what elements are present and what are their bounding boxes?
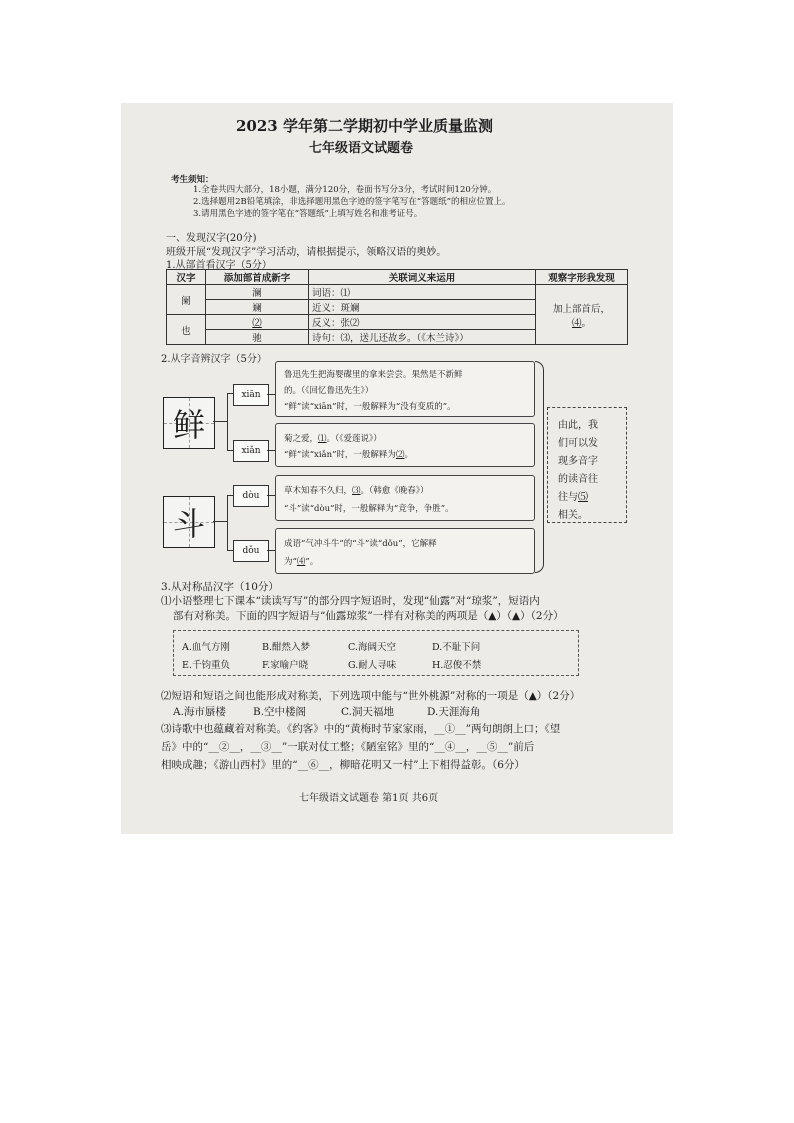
example-box-xian2 (275, 423, 535, 467)
observe-text: 加上部首后， (552, 303, 610, 315)
table-header: 添加部首成新字 (206, 270, 309, 285)
blank: ⑷ (296, 557, 306, 567)
option: F.家喻户晓 (262, 660, 309, 671)
box-text: 。 (404, 450, 413, 460)
instruction-item: 1.全卷共四大部分，18小题，满分120分，卷面书写分3分，考试时间120分钟。 (193, 185, 497, 195)
table-row (167, 285, 628, 300)
summary-text: 相关。 (558, 510, 588, 521)
q3-p3-line: 岳》中的“__②__，__③__”一联对仗工整；《陋室铭》里的“__④__，__⑤__”前后 (161, 741, 535, 753)
table-cell: 斓 (206, 300, 309, 315)
instructions-label: 考生须知： (171, 175, 214, 185)
option: E.千钧重负 (182, 660, 230, 671)
instruction-item: 2.选择题用2B铅笔填涂，非选择题用黑色字迹的签字笔写在“答题纸”的相应位置上。 (193, 197, 511, 207)
example-box-dou1 (275, 475, 535, 521)
table-header: 汉字 (167, 270, 206, 285)
summary-text: 们可以发 (558, 438, 598, 449)
section1-intro: 班级开展“发现汉字”学习活动，请根据提示，领略汉语的奥妙。 (166, 247, 447, 258)
p2-option: D.天涯海角 (427, 706, 481, 718)
p2-option: B.空中楼阁 (253, 706, 307, 718)
box-text: “斗”读“dòu”时，一般解释为“竞争，争胜”。 (284, 504, 454, 514)
observe-cell (536, 285, 628, 345)
box-text: 菊之爱， (284, 434, 319, 444)
options-box (173, 630, 579, 676)
q3-p1-line: 部有对称美。下面的四字短语与“仙露琼浆”一样有对称美的两项是（▲）（▲）（2分） (173, 610, 564, 622)
p2-option: C.洞天福地 (341, 706, 394, 718)
q3-p2: ⑵短语和短语之间也能形成对称美，下列选项中能与“世外桃源”对称的一项是（▲）（2分） (161, 690, 581, 702)
q1-title: 1.从部首看汉字（5分） (166, 260, 272, 271)
table-header-row (167, 270, 628, 285)
q3-p3-line: 相映成趣；《游山西村》里的“__⑥__，柳暗花明又一村”上下相得益彰。（6分） (161, 759, 525, 771)
section1-title: 一、发现汉字(20分) (166, 233, 257, 244)
char-xian: 鲜 (172, 406, 205, 444)
char-box-dou (163, 496, 215, 548)
box-text: ”。 (305, 557, 319, 567)
blank: ⑶ (352, 486, 361, 496)
table-cell: 也 (167, 315, 206, 345)
observe-end: 。 (581, 317, 592, 329)
pinyin-tag: xiān (233, 384, 269, 406)
exam-title: 2023 学年第二学期初中学业质量监测 (236, 117, 493, 135)
box-text: 为“ (284, 557, 297, 567)
summary-box (547, 407, 627, 523)
option: A.血气方刚 (182, 642, 230, 653)
blank: ⑵ (395, 450, 405, 460)
box-text: 。（《爱莲说》） (326, 434, 382, 444)
box-text: 草木知春不久归， (284, 486, 353, 496)
box-text: 。（韩愈《晚春》） (360, 486, 429, 496)
page-footer: 七年级语文试题卷 第1页 共6页 (299, 793, 439, 804)
summary-text: 往与 (558, 492, 578, 503)
box-text: “鲜”读“xiān”时，一般解释为“没有变质的”。 (284, 402, 456, 412)
char-box-xian (163, 397, 215, 449)
table-cell: 驰 (206, 330, 309, 345)
table-cell: 词语：⑴ (309, 285, 536, 300)
q3-p3-line: ⑶诗歌中也蕴藏着对称美。《约客》中的“黄梅时节家家雨，__①__”两句朗朗上口；《望 (161, 723, 561, 735)
table-cell: 阑 (167, 285, 206, 315)
exam-subtitle: 七年级语文试题卷 (309, 141, 414, 156)
summary-text: 由此，我 (558, 420, 598, 431)
exam-paper-photo (121, 103, 673, 834)
option: B.酣然入梦 (262, 642, 311, 653)
observe-blank: ⑷ (571, 317, 582, 329)
box-text: 的。（《回忆鲁迅先生》） (284, 386, 374, 396)
q3-p1-line: ⑴小语整理七下课本“读读写写”的部分四字短语时，发现“仙露”对“琼浆”，短语内 (161, 595, 540, 607)
option: G.耐人寻味 (348, 660, 397, 671)
brace (535, 361, 544, 573)
pinyin-tag: dǒu (233, 540, 269, 562)
radical-table (166, 269, 628, 345)
example-box-xian1 (275, 361, 535, 417)
option: D.不耻下问 (432, 642, 481, 653)
table-cell: 澜 (206, 285, 309, 300)
q3-title: 3.从对称品汉字（10分） (161, 581, 279, 593)
table-header: 关联词义来运用 (309, 270, 536, 285)
summary-text: 现多音字 (558, 456, 598, 467)
observe-blank-line (539, 315, 624, 329)
table-header: 观察字形我发现 (536, 270, 628, 285)
q2-title: 2.从字音辨汉字（5分） (161, 354, 267, 365)
table-cell: ⑵ (206, 315, 309, 330)
box-text: 鲁迅先生把海婴碟里的拿来尝尝。果然是不新鲜 (284, 370, 463, 380)
summary-text: 的读音往 (558, 474, 598, 485)
p2-option: A.海市蜃楼 (173, 706, 226, 718)
blank: ⑴ (318, 434, 327, 444)
table-cell: 诗句：⑶，送儿还故乡。（《木兰诗》） (309, 330, 536, 345)
box-text: “鲜”读“xiǎn”时，一般解释为 (284, 450, 396, 460)
option: C.海阔天空 (348, 642, 396, 653)
blank: ⑸ (578, 492, 588, 503)
char-dou: 斗 (172, 505, 205, 543)
table-cell: 近义：斑斓 (309, 300, 536, 315)
pinyin-tag: dòu (233, 485, 269, 507)
box-text: 成语“气冲斗牛”的“斗”读“dǒu”，它解释 (284, 539, 437, 549)
option: H.忍俊不禁 (432, 660, 482, 671)
example-box-dou2 (275, 528, 535, 574)
instruction-item: 3.请用黑色字迹的签字笔在“答题纸”上填写姓名和准考证号。 (193, 209, 423, 219)
table-cell: 反义：张⑵ (309, 315, 536, 330)
pinyin-tag: xiǎn (233, 440, 269, 462)
